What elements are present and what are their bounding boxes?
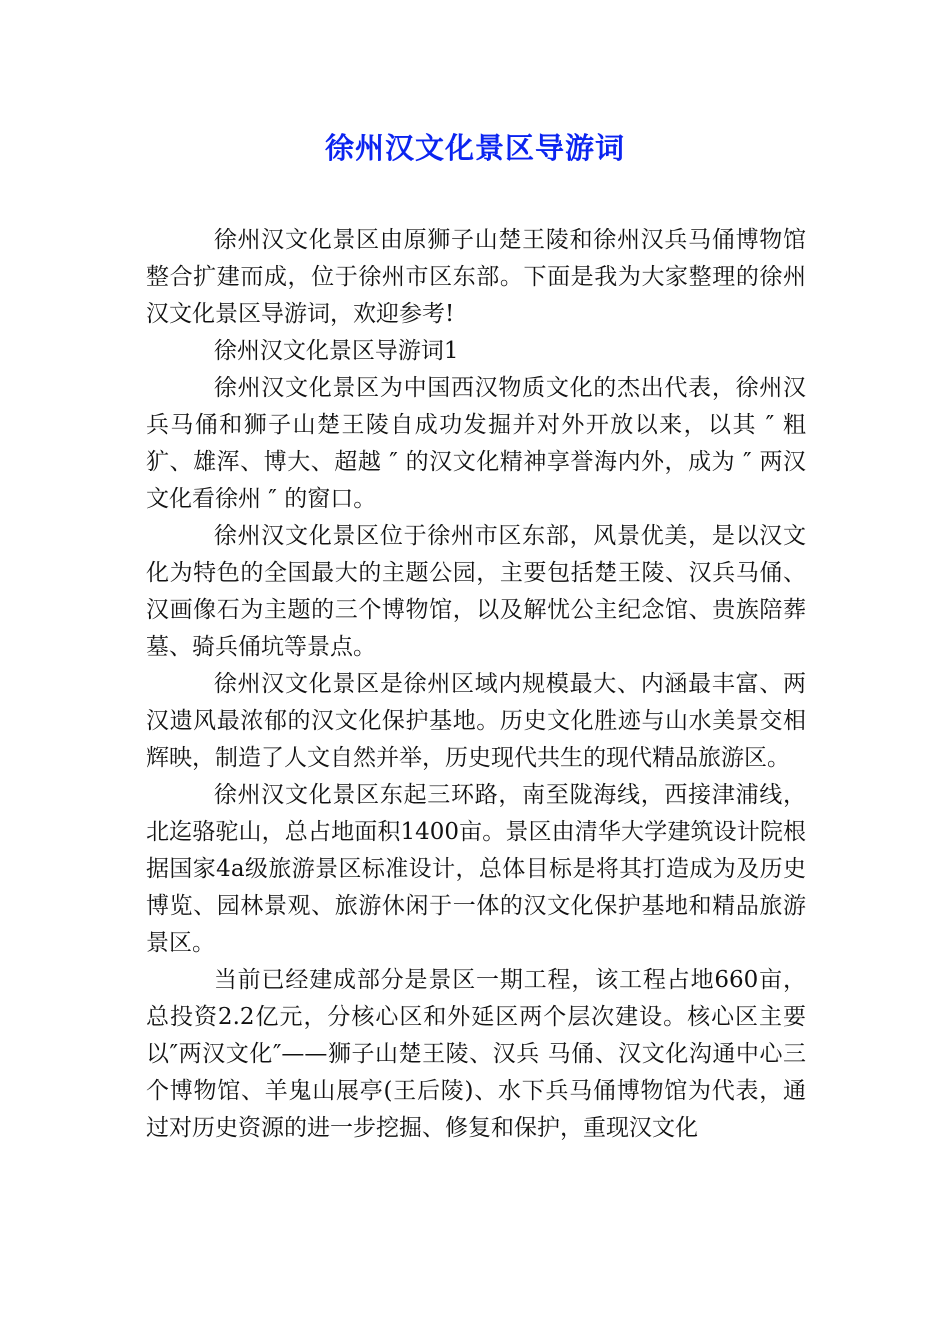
section-heading: 徐州汉文化景区导游词1 bbox=[213, 338, 459, 364]
paragraph: 徐州汉文化景区是徐州区域内规模最大、内涵最丰富、两汉遗风最浓郁的汉文化保护基地。历史文化胜迹与山水美景交相辉映，制造了人文自然并举，历史现代共生的现代精品旅游区。 bbox=[146, 671, 806, 771]
document-body bbox=[146, 222, 806, 1147]
paragraph-intro: 徐州汉文化景区由原狮子山楚王陵和徐州汉兵马俑博物馆整合扩建而成，位于徐州市区东部。下面是我为大家整理的徐州汉文化景区导游词，欢迎参考! bbox=[146, 227, 806, 327]
paragraph: 徐州汉文化景区为中国西汉物质文化的杰出代表，徐州汉兵马俑和狮子山楚王陵自成功发掘并对外开放以来，以其 ″ 粗犷、雄浑、博大、超越 ″ 的汉文化精神享誉海内外，成为 ″ 两汉文化看徐州 ″ 的窗口。 bbox=[146, 375, 806, 512]
paragraph: 徐州汉文化景区位于徐州市区东部，风景优美，是以汉文化为特色的全国最大的主题公园，主要包括楚王陵、汉兵马俑、汉画像石为主题的三个博物馆，以及解忧公主纪念馆、贵族陪葬墓、骑兵俑坑等景点。 bbox=[146, 523, 806, 660]
paragraph: 当前已经建成部分是景区一期工程，该工程占地660亩，总投资2.2亿元，分核心区和外延区两个层次建设。核心区主要以″两汉文化″——狮子山楚王陵、汉兵 马俑、汉文化沟通中心三个博物馆、羊鬼山展亭(王后陵)、水下兵马俑博物馆为代表，通过对历史资源的进一步挖掘、修复和保护，重现汉文化 bbox=[146, 967, 806, 1141]
paragraph: 徐州汉文化景区东起三环路，南至陇海线，西接津浦线，北迄骆驼山，总占地面积1400亩。景区由清华大学建筑设计院根据国家4a级旅游景区标准设计，总体目标是将其打造成为及历史博览、园林景观、旅游休闲于一体的汉文化保护基地和精品旅游景区。 bbox=[146, 782, 806, 956]
page-title: 徐州汉文化景区导游词 bbox=[324, 131, 625, 165]
